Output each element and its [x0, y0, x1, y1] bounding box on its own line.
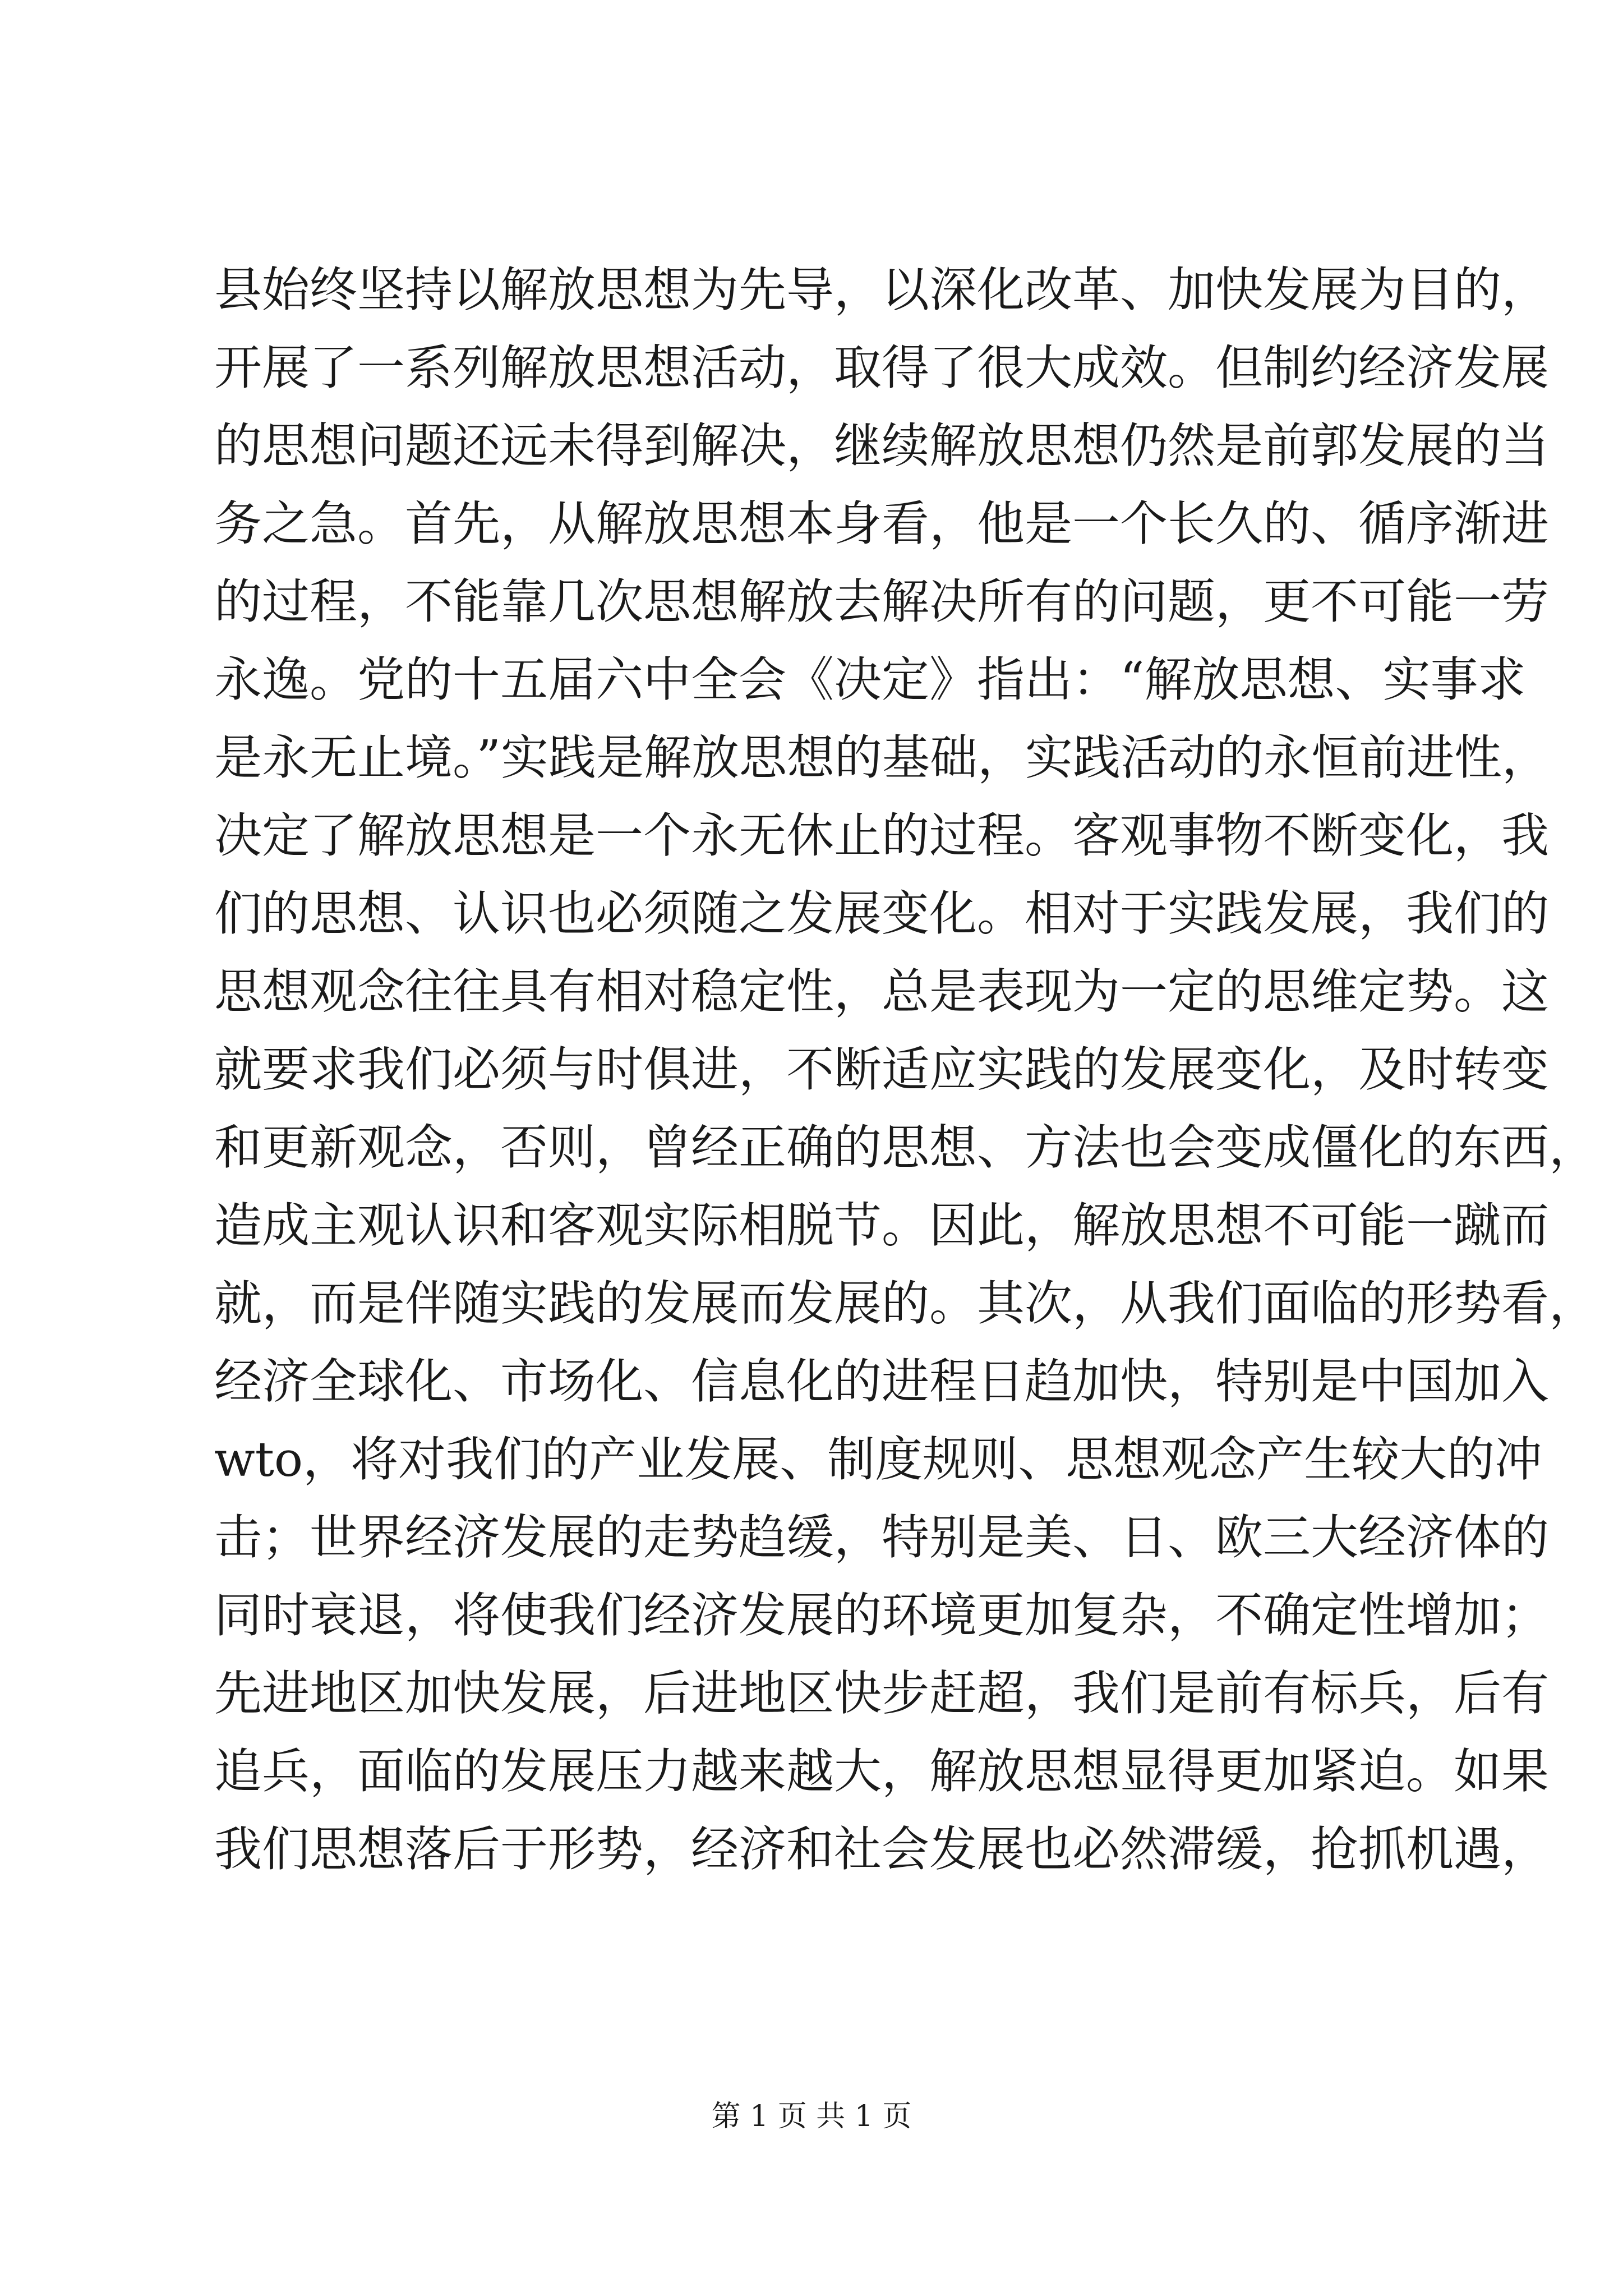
- text-line: 的过程，不能靠几次思想解放去解决所有的问题，更不可能一劳: [214, 574, 1550, 630]
- text-line: wto，将对我们的产业发展、制度规则、思想观念产生较大的冲: [214, 1432, 1543, 1488]
- text-line: 开展了一系列解放思想活动，取得了很大成效。但制约经济发展: [214, 341, 1550, 396]
- text-line: 我们思想落后于形势，经济和社会发展也必然滞缓，抢抓机遇，: [214, 1822, 1550, 1878]
- text-line: 同时衰退，将使我们经济发展的环境更加复杂，不确定性增加；: [214, 1588, 1550, 1644]
- text-line: 造成主观认识和客观实际相脱节。因此，解放思想不可能一蹴而: [214, 1198, 1550, 1254]
- text-line: 和更新观念，否则，曾经正确的思想、方法也会变成僵化的东西，: [214, 1120, 1597, 1176]
- body-text: [214, 251, 1597, 1889]
- text-line: 县始终坚持以解放思想为先导，以深化改革、加快发展为目的，: [214, 263, 1550, 318]
- text-line: 先进地区加快发展，后进地区快步赶超，我们是前有标兵，后有: [214, 1666, 1550, 1722]
- page-footer: 第 1 页 共 1 页: [711, 2100, 912, 2133]
- text-line: 的思想问题还远未得到解决，继续解放思想仍然是前郭发展的当: [214, 418, 1550, 474]
- text-line: 就，而是伴随实践的发展而发展的。其次，从我们面临的形势看，: [214, 1276, 1597, 1332]
- text-line: 是永无止境。”实践是解放思想的基础，实践活动的永恒前进性，: [214, 730, 1550, 786]
- text-line: 务之急。首先，从解放思想本身看，他是一个长久的、循序渐进: [214, 496, 1550, 552]
- text-line: 追兵，面临的发展压力越来越大，解放思想显得更加紧迫。如果: [214, 1744, 1550, 1800]
- text-line: 们的思想、认识也必须随之发展变化。相对于实践发展，我们的: [214, 886, 1550, 942]
- text-line: 就要求我们必须与时俱进，不断适应实践的发展变化，及时转变: [214, 1042, 1550, 1098]
- text-line: 永逸。党的十五届六中全会《决定》指出：“解放思想、实事求: [214, 652, 1526, 708]
- text-line: 思想观念往往具有相对稳定性，总是表现为一定的思维定势。这: [214, 964, 1550, 1020]
- text-line: 击；世界经济发展的走势趋缓，特别是美、日、欧三大经济体的: [214, 1510, 1550, 1566]
- text-line: 决定了解放思想是一个永无休止的过程。客观事物不断变化，我: [214, 808, 1550, 864]
- text-line: 经济全球化、市场化、信息化的进程日趋加快，特别是中国加入: [214, 1354, 1550, 1410]
